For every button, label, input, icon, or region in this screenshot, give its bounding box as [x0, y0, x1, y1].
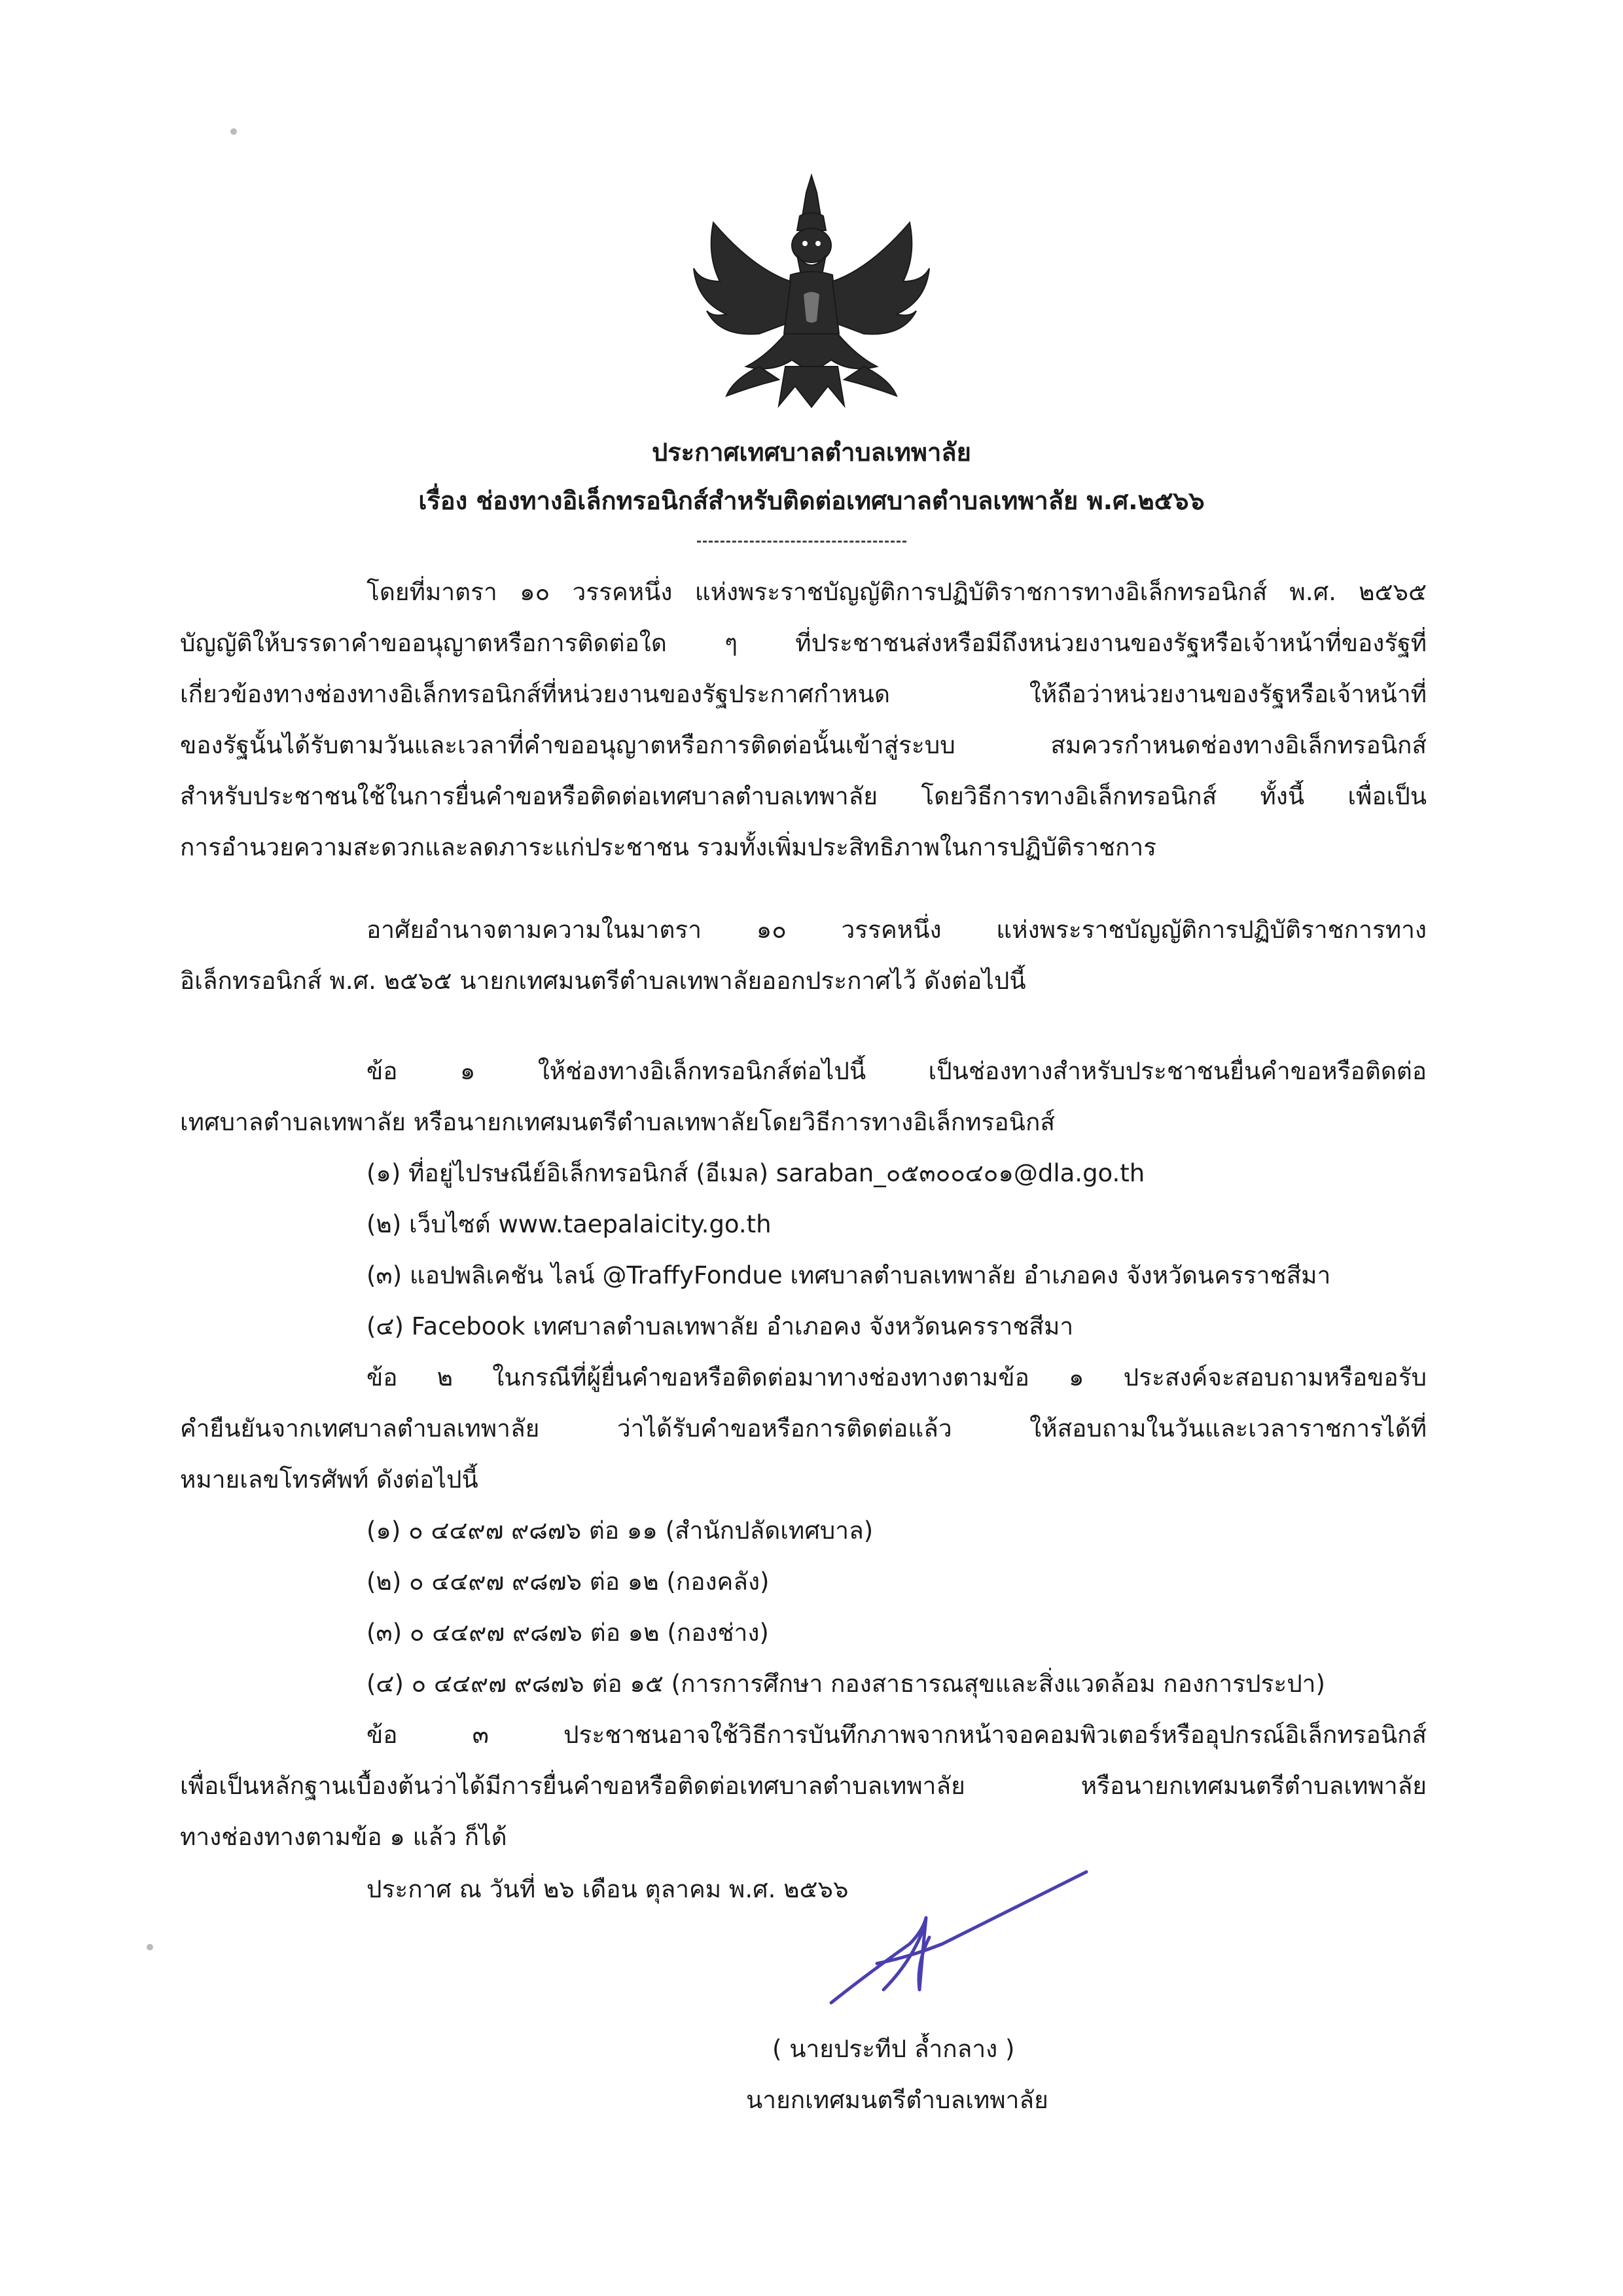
phone-item: (๒) ๐ ๔๔๙๗ ๙๘๗๖ ต่อ ๑๒ (กองคลัง): [366, 1568, 770, 1596]
clause-line: เพื่อเป็นหลักฐานเบื้องต้นว่าได้มีการยื่นคำขอหรือติดต่อเทศบาลตำบลเทพาลัย หรือนายกเทศมนตรีตำบลเทพาลัย: [180, 1772, 1427, 1800]
document-subject: เรื่อง ช่องทางอิเล็กทรอนิกส์สำหรับติดต่อเทศบาลตำบลเทพาลัย พ.ศ.๒๕๖๖: [418, 486, 1205, 515]
clause-line: ข้อ ๒ ในกรณีที่ผู้ยื่นคำขอหรือติดต่อมาทางช่องทางตามข้อ ๑ ประสงค์จะสอบถามหรือขอรับ: [366, 1363, 1427, 1391]
signer-name: ( นายประทีป ล้ำกลาง ): [772, 2035, 1015, 2063]
paragraph-line: สำหรับประชาชนใช้ในการยื่นคำขอหรือติดต่อเทศบาลตำบลเทพาลัย โดยวิธีการทางอิเล็กทรอนิกส์ ทั้งนี้ เพื่อเป็น: [180, 782, 1427, 810]
paragraph-line: เกี่ยวข้องทางช่องทางอิเล็กทรอนิกส์ที่หน่วยงานของรัฐประกาศกำหนด ให้ถือว่าหน่วยงานของรัฐหรือเจ้าหน้าที่: [180, 680, 1427, 708]
paragraph-line: อาศัยอำนาจตามความในมาตรา ๑๐ วรรคหนึ่ง แห่งพระราชบัญญัติการปฏิบัติราชการทาง: [366, 916, 1427, 944]
signer-position: นายกเทศมนตรีตำบลเทพาลัย: [746, 2086, 1048, 2114]
scan-speck: [147, 1944, 153, 1950]
phone-item: (๔) ๐ ๔๔๙๗ ๙๘๗๖ ต่อ ๑๕ (การการศึกษา กองสาธารณสุขและสิ่งแวดล้อม กองการประปา): [366, 1670, 1325, 1698]
channel-item: (๔) Facebook เทศบาลตำบลเทพาลัย อำเภอคง จังหวัดนครราชสีมา: [366, 1312, 1074, 1340]
announce-date: ประกาศ ณ วันที่ ๒๖ เดือน ตุลาคม พ.ศ. ๒๕๖๖: [366, 1875, 849, 1903]
document-title: ประกาศเทศบาลตำบลเทพาลัย: [652, 438, 971, 467]
channel-item: (๑) ที่อยู่ไปรษณีย์อิเล็กทรอนิกส์ (อีเมล) saraban_๐๕๓๐๐๔๐๑@dla.go.th: [366, 1159, 1145, 1187]
signature-icon: [812, 1865, 1099, 2022]
clause-line: ข้อ ๑ ให้ช่องทางอิเล็กทรอนิกส์ต่อไปนี้ เป็นช่องทางสำหรับประชาชนยื่นคำขอหรือติดต่อ: [366, 1057, 1427, 1085]
paragraph-line: บัญญัติให้บรรดาคำขออนุญาตหรือการติดต่อใด ๆ ที่ประชาชนส่งหรือมีถึงหน่วยงานของรัฐหรือเจ้าหน้าที่ของรัฐที่: [180, 629, 1427, 657]
phone-item: (๑) ๐ ๔๔๙๗ ๙๘๗๖ ต่อ ๑๑ (สำนักปลัดเทศบาล): [366, 1516, 874, 1545]
clause-line: คำยืนยันจากเทศบาลตำบลเทพาลัย ว่าได้รับคำขอหรือการติดต่อแล้ว ให้สอบถามในวันและเวลาราชการได้ที่: [180, 1414, 1427, 1443]
scan-speck: [230, 128, 237, 135]
channel-item: (๓) แอปพลิเคชัน ไลน์ @TraffyFondue เทศบาลตำบลเทพาลัย อำเภอคง จังหวัดนครราชสีมา: [366, 1261, 1331, 1289]
paragraph-line: โดยที่มาตรา ๑๐ วรรคหนึ่ง แห่งพระราชบัญญัติการปฏิบัติราชการทางอิเล็กทรอนิกส์ พ.ศ. ๒๕๖๕: [366, 578, 1427, 606]
clause-line: เทศบาลตำบลเทพาลัย หรือนายกเทศมนตรีตำบลเทพาลัยโดยวิธีการทางอิเล็กทรอนิกส์: [180, 1108, 1055, 1136]
paragraph-line: ของรัฐนั้นได้รับตามวันและเวลาที่คำขออนุญาตหรือการติดต่อนั้นเข้าสู่ระบบ สมควรกำหนดช่องทางอิเล็กทรอนิกส์: [180, 731, 1427, 759]
clause-line: ข้อ ๓ ประชาชนอาจใช้วิธีการบันทึกภาพจากหน้าจอคอมพิวเตอร์หรืออุปกรณ์อิเล็กทรอนิกส์: [366, 1721, 1427, 1749]
paragraph-line: การอำนวยความสะดวกและลดภาระแก่ประชาชน รวมทั้งเพิ่มประสิทธิภาพในการปฏิบัติราชการ: [180, 833, 1157, 861]
garuda-emblem-icon: [687, 170, 936, 412]
channel-item: (๒) เว็บไซต์ www.taepalaicity.go.th: [366, 1210, 772, 1238]
clause-line: ทางช่องทางตามข้อ ๑ แล้ว ก็ได้: [180, 1823, 507, 1851]
phone-item: (๓) ๐ ๔๔๙๗ ๙๘๗๖ ต่อ ๑๒ (กองช่าง): [366, 1619, 769, 1647]
clause-line: หมายเลขโทรศัพท์ ดังต่อไปนี้: [180, 1465, 478, 1494]
paragraph-line: อิเล็กทรอนิกส์ พ.ศ. ๒๕๖๕ นายกเทศมนตรีตำบลเทพาลัยออกประกาศไว้ ดังต่อไปนี้: [180, 967, 1026, 995]
title-separator: [697, 541, 906, 543]
